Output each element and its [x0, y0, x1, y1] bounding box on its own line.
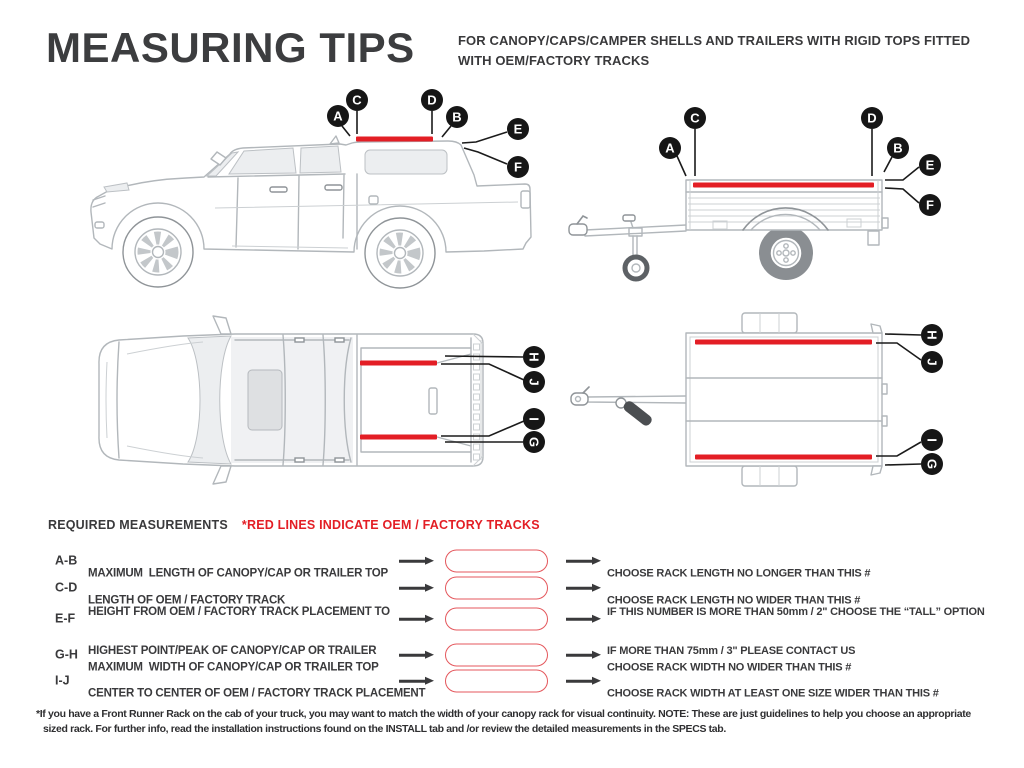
- svg-text:F: F: [514, 159, 522, 175]
- footnote-line-2: sized rack. For further info, read the installation instructions found on the INSTALL tab and /or review the detailed measurements in the SPECS tab.: [43, 722, 726, 735]
- flow-arrow-icon: [566, 618, 593, 621]
- callout-badge-D: [861, 107, 883, 129]
- callout-badge-H: [523, 346, 545, 368]
- callout-badge-J: [523, 371, 545, 393]
- callout-badge-I: [523, 408, 545, 430]
- callout-badge-A: [327, 105, 349, 127]
- measurement-value-field[interactable]: [445, 608, 548, 631]
- subtitle-line-1: FOR CANOPY/CAPS/CAMPER SHELLS AND TRAILERS WITH RIGID TOPS FITTED: [458, 33, 971, 48]
- section-title: REQUIRED MEASUREMENTS: [48, 518, 228, 532]
- callout-badge-H: [921, 324, 943, 346]
- svg-text:B: B: [452, 109, 462, 125]
- flow-arrow-icon: [566, 680, 593, 683]
- factory-track-redline: [360, 361, 437, 366]
- callout-badge-I: [921, 429, 943, 451]
- truck-canopy-side-view-diagram: [80, 88, 545, 298]
- callout-badge-F: [919, 194, 941, 216]
- callout-badge-B: [446, 106, 468, 128]
- callout-badge-J: [921, 351, 943, 373]
- footnote-line-1: *If you have a Front Runner Rack on the cab of your truck, you may want to match the width of your canopy rack for visual continuity. NOTE: These are just guidelines to help you choose an appropriate: [36, 708, 971, 720]
- required-measurements-header: [48, 518, 540, 532]
- callout-badge-G: [921, 453, 943, 475]
- callout-badge-E: [919, 154, 941, 176]
- flow-arrow-icon: [399, 618, 426, 621]
- callout-badge-G: [523, 431, 545, 453]
- svg-text:H: H: [924, 330, 940, 340]
- callout-badge-C: [346, 89, 368, 111]
- row-description: MAXIMUM LENGTH OF CANOPY/CAP OR TRAILER TOP: [88, 567, 389, 580]
- measurement-value-field[interactable]: [445, 644, 548, 667]
- svg-text:C: C: [352, 92, 362, 108]
- svg-text:C: C: [690, 110, 700, 126]
- red-lines-legend: *RED LINES INDICATE OEM / FACTORY TRACKS: [241, 518, 540, 532]
- row-description: HEIGHT FROM OEM / FACTORY TRACK PLACEMENT TO HIGHEST POINT/PEAK OF CANOPY/CAP OR TRAILER: [88, 606, 390, 657]
- measurement-value-field[interactable]: [445, 577, 548, 600]
- subtitle-line-2: WITH OEM/FACTORY TRACKS: [458, 53, 650, 68]
- row-guideline: CHOOSE RACK WIDTH AT LEAST ONE SIZE WIDER THAN THIS #: [607, 687, 939, 700]
- flow-arrow-icon: [566, 560, 593, 563]
- measurement-row-ij: [0, 670, 1024, 700]
- measurement-row-ef: [0, 604, 1024, 657]
- svg-text:J: J: [924, 358, 940, 366]
- page-title: MEASURING TIPS: [46, 24, 415, 71]
- row-description: LENGTH OF OEM / FACTORY TRACK: [88, 594, 286, 607]
- measurement-value-field[interactable]: [445, 670, 548, 693]
- callout-badge-E: [507, 118, 529, 140]
- svg-text:D: D: [427, 92, 437, 108]
- flow-arrow-icon: [399, 560, 426, 563]
- row-guideline: CHOOSE RACK LENGTH NO WIDER THAN THIS #: [607, 594, 861, 607]
- callout-badge-A: [659, 137, 681, 159]
- truck-top-line-art: [99, 316, 483, 484]
- row-label: E-F: [55, 611, 76, 626]
- row-label: G-H: [55, 647, 78, 662]
- svg-text:I: I: [526, 417, 542, 421]
- row-guideline: CHOOSE RACK LENGTH NO LONGER THAN THIS #: [607, 567, 871, 580]
- svg-text:E: E: [513, 121, 523, 137]
- svg-text:G: G: [526, 436, 542, 448]
- truck-side-line-art: [91, 136, 531, 288]
- svg-text:A: A: [665, 140, 675, 156]
- svg-text:F: F: [926, 197, 934, 213]
- footnote: [36, 707, 1004, 736]
- row-label: C-D: [55, 580, 78, 595]
- factory-track-redline: [356, 137, 433, 142]
- flow-arrow-icon: [566, 587, 593, 590]
- svg-text:B: B: [893, 140, 903, 156]
- svg-text:E: E: [925, 157, 935, 173]
- trailer-side-view-diagram: [565, 100, 1005, 295]
- factory-track-redline: [693, 183, 874, 188]
- trailer-top-view-diagram: [565, 300, 995, 505]
- factory-track-redline: [360, 435, 437, 440]
- truck-top-view-diagram: [85, 300, 550, 505]
- row-label: I-J: [55, 673, 70, 688]
- factory-track-redline: [695, 340, 872, 345]
- page-subtitle: [458, 31, 998, 71]
- row-guideline: IF THIS NUMBER IS MORE THAN 50mm / 2" CHOOSE THE “TALL” OPTION IF MORE THAN 75mm / 3" PLEASE CONTACT US: [607, 606, 985, 657]
- flow-arrow-icon: [399, 654, 426, 657]
- flow-arrow-icon: [399, 587, 426, 590]
- svg-text:H: H: [526, 352, 542, 362]
- svg-text:D: D: [867, 110, 877, 126]
- row-guideline: CHOOSE RACK WIDTH NO WIDER THAN THIS #: [607, 661, 852, 674]
- row-description: CENTER TO CENTER OF OEM / FACTORY TRACK PLACEMENT: [88, 687, 426, 700]
- measurement-value-field[interactable]: [445, 550, 548, 573]
- svg-text:J: J: [526, 378, 542, 386]
- leader-lines: [876, 334, 921, 465]
- svg-text:G: G: [924, 458, 940, 470]
- svg-text:I: I: [924, 438, 940, 442]
- row-description: MAXIMUM WIDTH OF CANOPY/CAP OR TRAILER TOP: [88, 661, 379, 674]
- trailer-top-line-art: [571, 313, 887, 486]
- row-label: A-B: [55, 553, 78, 568]
- svg-text:A: A: [333, 108, 343, 124]
- factory-track-redline: [695, 455, 872, 460]
- callout-badge-B: [887, 137, 909, 159]
- flow-arrow-icon: [399, 680, 426, 683]
- trailer-side-line-art: [569, 180, 888, 280]
- callout-badge-F: [507, 156, 529, 178]
- callout-badge-C: [684, 107, 706, 129]
- flow-arrow-icon: [566, 654, 593, 657]
- callout-badge-D: [421, 89, 443, 111]
